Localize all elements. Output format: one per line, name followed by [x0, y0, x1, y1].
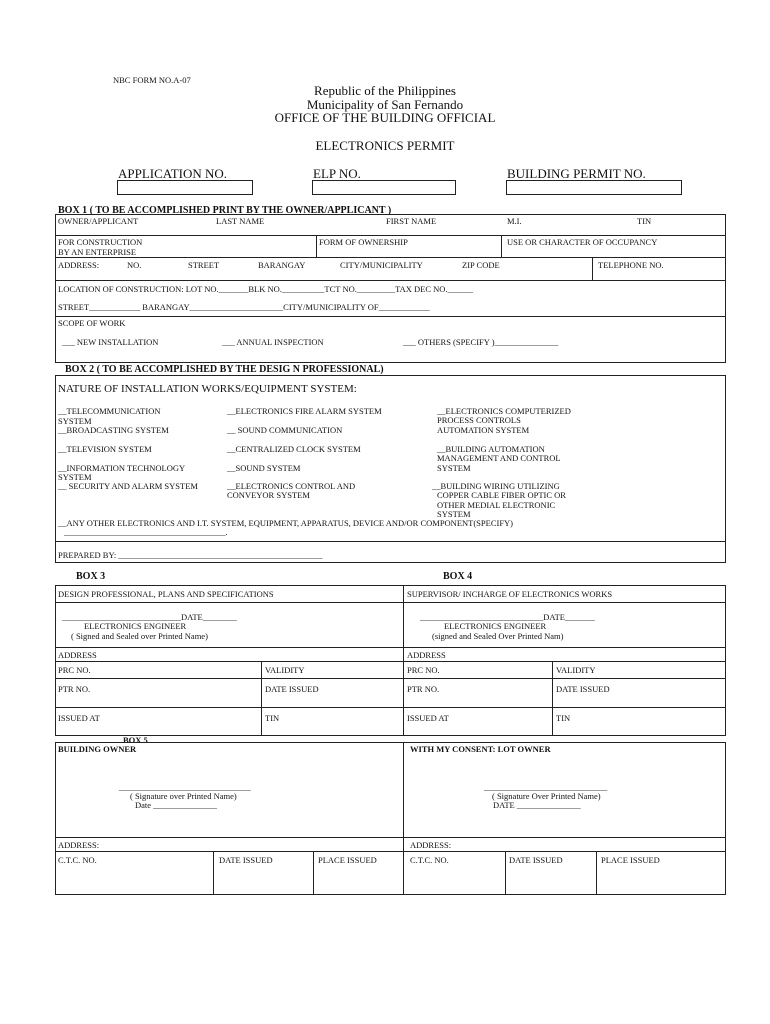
- box5-table: [55, 742, 726, 895]
- lot-owner-address-label: ADDRESS:: [410, 840, 452, 850]
- lot-owner-date-line[interactable]: DATE _______________: [493, 800, 581, 810]
- zip-code-label: ZIP CODE: [462, 260, 500, 270]
- elp-no-label: ELP NO.: [313, 166, 361, 181]
- lot-owner-consent-label: WITH MY CONSENT: LOT OWNER: [410, 744, 551, 754]
- box4-signature-date-line[interactable]: _____________________________DATE_______: [420, 612, 595, 622]
- opt-telecommunication[interactable]: __TELECOMMUNICATION: [58, 406, 161, 416]
- box3-address-label: ADDRESS: [58, 650, 97, 660]
- box2-title: BOX 2 ( TO BE ACCOMPLISHED BY THE DESIG N PROFESSIONAL): [65, 364, 384, 375]
- opt-computerized-process-cont2: AUTOMATION SYSTEM: [437, 425, 530, 435]
- box4-date-issued-label: DATE ISSUED: [556, 684, 610, 694]
- tin-label: TIN: [637, 216, 652, 226]
- scope-of-work-label: SCOPE OF WORK: [58, 318, 126, 328]
- lot-owner-place-issued-label: PLACE ISSUED: [601, 855, 660, 865]
- owner-signature-caption: ( Signature over Printed Name): [130, 791, 237, 801]
- box4-issued-at-label: ISSUED AT: [407, 713, 449, 723]
- others-specify-option[interactable]: ___ OTHERS (SPECIFY )_______________: [403, 337, 559, 347]
- last-name-label: LAST NAME: [216, 216, 265, 226]
- owner-applicant-label: OWNER/APPLICANT: [58, 216, 139, 226]
- application-no-label: APPLICATION NO.: [118, 166, 228, 181]
- opt-telecommunication-cont: SYSTEM: [58, 416, 92, 426]
- lot-owner-date-issued-label: DATE ISSUED: [509, 855, 563, 865]
- barangay-label: BARANGAY: [258, 260, 306, 270]
- opt-building-wiring[interactable]: __BUILDING WIRING UTILIZING: [432, 481, 560, 491]
- building-permit-no-label: BUILDING PERMIT NO.: [507, 166, 646, 181]
- owner-date-issued-label: DATE ISSUED: [219, 855, 273, 865]
- any-other-specify-line[interactable]: ______________________________________.: [64, 527, 228, 537]
- address-no-label: NO.: [127, 260, 142, 270]
- prepared-by[interactable]: PREPARED BY: ________________________________________________: [58, 550, 323, 560]
- box3-prc-label: PRC NO.: [58, 665, 91, 675]
- opt-building-wiring-cont3: SYSTEM: [437, 509, 471, 519]
- box4-tin-label: TIN: [556, 713, 571, 723]
- new-installation-option[interactable]: ___ NEW INSTALLATION: [62, 337, 159, 347]
- opt-control-conveyor[interactable]: __ELECTRONICS CONTROL AND: [227, 481, 356, 491]
- box5-label: BOX 5: [123, 735, 148, 745]
- building-owner-label: BUILDING OWNER: [58, 744, 137, 754]
- box3-title: DESIGN PROFESSIONAL, PLANS AND SPECIFICATIONS: [58, 589, 274, 599]
- owner-ctc-label: C.T.C. NO.: [58, 855, 97, 865]
- box3-label: BOX 3: [76, 571, 106, 582]
- lot-owner-signature-line[interactable]: _____________________________: [484, 782, 608, 792]
- header-office: OFFICE OF THE BUILDING OFFICIAL: [274, 110, 496, 125]
- opt-fire-alarm[interactable]: __ELECTRONICS FIRE ALARM SYSTEM: [227, 406, 382, 416]
- opt-information-technology[interactable]: __INFORMATION TECHNOLOGY: [58, 463, 186, 473]
- box4-signed-sealed: (signed and Sealed Over Printed Nam): [432, 631, 564, 641]
- opt-building-wiring-cont2: OTHER MEDIAL ELECTRONIC: [437, 500, 556, 510]
- box4-address-label: ADDRESS: [407, 650, 446, 660]
- opt-building-automation[interactable]: __BUILDING AUTOMATION: [437, 444, 545, 454]
- telephone-label: TELEPHONE NO.: [598, 260, 664, 270]
- box4-title: SUPERVISOR/ INCHARGE OF ELECTRONICS WORKS: [407, 589, 613, 599]
- city-label: CITY/MUNICIPALITY: [340, 260, 423, 270]
- form-number: NBC FORM NO.A-07: [113, 75, 191, 85]
- owner-date-line[interactable]: Date _______________: [135, 800, 217, 810]
- box3-validity-label: VALIDITY: [265, 665, 305, 675]
- lot-owner-ctc-label: C.T.C. NO.: [410, 855, 449, 865]
- by-enterprise-label: BY AN ENTERPRISE: [58, 247, 137, 257]
- box3-tin-label: TIN: [265, 713, 280, 723]
- annual-inspection-option[interactable]: ___ ANNUAL INSPECTION: [222, 337, 324, 347]
- mi-label: M.I.: [507, 216, 522, 226]
- first-name-label: FIRST NAME: [386, 216, 437, 226]
- box1-title: BOX 1 ( TO BE ACCOMPLISHED PRINT BY THE OWNER/APPLICANT ): [58, 205, 392, 216]
- box3-electronics-engineer: ELECTRONICS ENGINEER: [84, 621, 187, 631]
- header-municipality: Municipality of San Fernando: [306, 97, 464, 112]
- form-of-ownership-label: FORM OF OWNERSHIP: [319, 237, 408, 247]
- box3-ptr-label: PTR NO.: [58, 684, 91, 694]
- box3-signed-sealed: ( Signed and Sealed over Printed Name): [71, 631, 208, 641]
- header-republic: Republic of the Philippines: [314, 83, 456, 98]
- box4-ptr-label: PTR NO.: [407, 684, 440, 694]
- owner-signature-line[interactable]: _______________________________: [119, 782, 251, 792]
- opt-television[interactable]: __TELEVISION SYSTEM: [58, 444, 152, 454]
- owner-address-label: ADDRESS:: [58, 840, 100, 850]
- opt-building-wiring-cont1: COPPER CABLE FIBER OPTIC OR: [437, 490, 566, 500]
- lot-owner-signature-caption: ( Signature Over Printed Name): [492, 791, 601, 801]
- opt-computerized-process[interactable]: __ELECTRONICS COMPUTERIZED: [437, 406, 571, 416]
- opt-security-alarm[interactable]: __ SECURITY AND ALARM SYSTEM: [58, 481, 198, 491]
- page-title: ELECTRONICS PERMIT: [315, 138, 455, 153]
- opt-information-technology-cont: SYSTEM: [58, 472, 92, 482]
- box4-electronics-engineer: ELECTRONICS ENGINEER: [444, 621, 547, 631]
- box4-prc-label: PRC NO.: [407, 665, 440, 675]
- street-barangay-line: STREET____________ BARANGAY______________________CITY/MUNICIPALITY OF____________: [58, 302, 430, 312]
- box3-signature-date-line[interactable]: ____________________________DATE________: [62, 612, 237, 622]
- opt-building-automation-cont1: MANAGEMENT AND CONTROL: [437, 453, 561, 463]
- nature-of-installation-label: NATURE OF INSTALLATION WORKS/EQUIPMENT SYSTEM:: [58, 383, 357, 395]
- use-of-occupancy-label: USE OR CHARACTER OF OCCUPANCY: [507, 237, 658, 247]
- opt-broadcasting[interactable]: __BROADCASTING SYSTEM: [58, 425, 169, 435]
- box3-date-issued-label: DATE ISSUED: [265, 684, 319, 694]
- box3-issued-at-label: ISSUED AT: [58, 713, 100, 723]
- opt-control-conveyor-cont: CONVEYOR SYSTEM: [227, 490, 310, 500]
- location-of-construction: LOCATION OF CONSTRUCTION: LOT NO._______BLK NO.__________TCT NO._________TAX DEC NO.______: [58, 284, 474, 294]
- opt-sound-communication[interactable]: __ SOUND COMMUNICATION: [227, 425, 343, 435]
- opt-any-other[interactable]: __ANY OTHER ELECTRONICS AND I.T. SYSTEM, EQUIPMENT, APPARATUS, DEVICE AND/OR COMPONENT(SPECIFY): [58, 518, 514, 528]
- owner-place-issued-label: PLACE ISSUED: [318, 855, 377, 865]
- for-construction-label: FOR CONSTRUCTION: [58, 237, 143, 247]
- building-permit-no-field[interactable]: [506, 180, 682, 195]
- opt-sound-system[interactable]: __SOUND SYSTEM: [227, 463, 301, 473]
- elp-no-field[interactable]: [312, 180, 456, 195]
- street-label: STREET: [188, 260, 220, 270]
- address-label: ADDRESS:: [58, 260, 100, 270]
- box4-label: BOX 4: [443, 571, 473, 582]
- opt-centralized-clock[interactable]: __CENTRALIZED CLOCK SYSTEM: [227, 444, 361, 454]
- opt-computerized-process-cont1: PROCESS CONTROLS: [437, 415, 521, 425]
- box4-validity-label: VALIDITY: [556, 665, 596, 675]
- application-no-field[interactable]: [117, 180, 253, 195]
- opt-building-automation-cont2: SYSTEM: [437, 463, 471, 473]
